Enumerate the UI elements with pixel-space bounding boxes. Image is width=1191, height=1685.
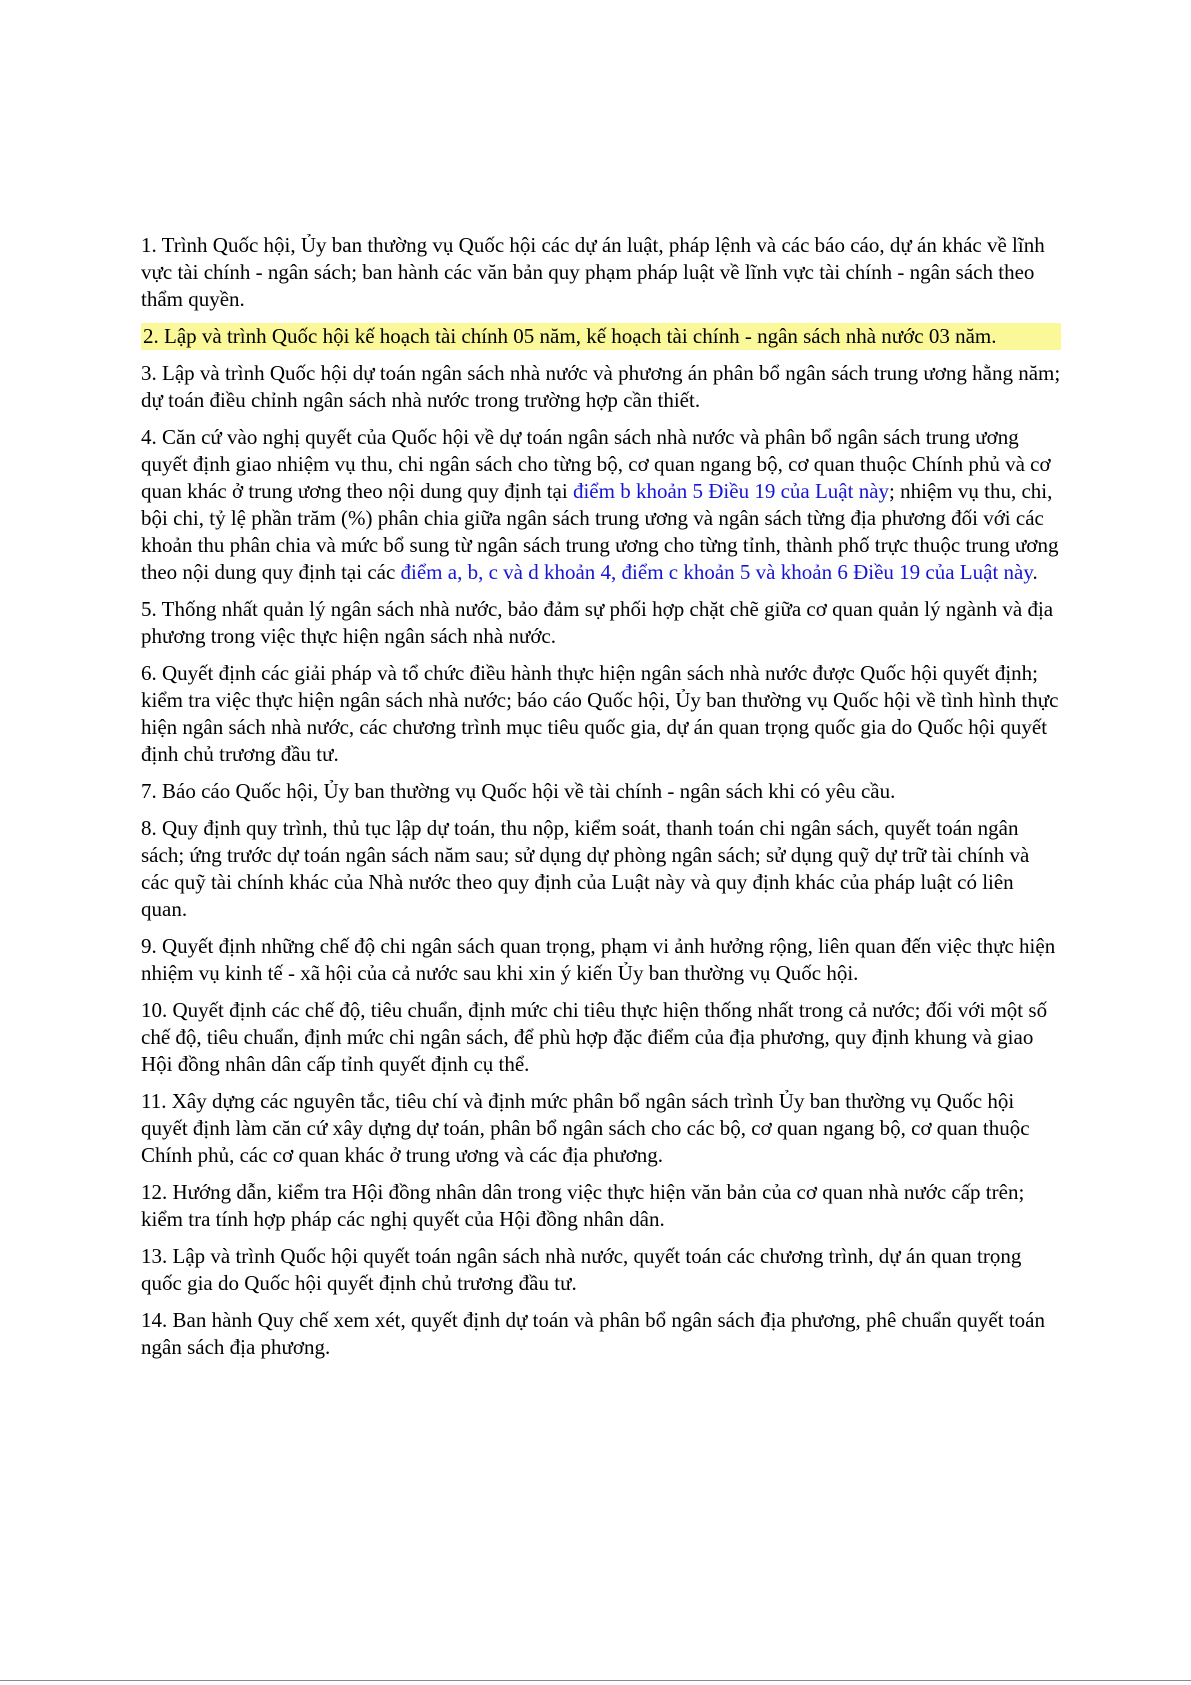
paragraph-text: 7. Báo cáo Quốc hội, Ủy ban thường vụ Quốc hội về tài chính - ngân sách khi có yêu cầu. — [141, 779, 896, 803]
paragraph-text: 9. Quyết định những chế độ chi ngân sách quan trọng, phạm vi ảnh hưởng rộng, liên quan đến việc thực hiện nhiệm vụ kinh tế - xã hội của cả nước sau khi xin ý kiến Ủy ban thường vụ Quốc hội. — [141, 934, 1056, 985]
paragraph-text: 11. Xây dựng các nguyên tắc, tiêu chí và định mức phân bổ ngân sách trình Ủy ban thường vụ Quốc hội quyết định làm căn cứ xây dựng dự toán, phân bổ ngân sách cho các bộ, cơ quan ngang bộ, cơ quan thuộc Chính phủ, các cơ quan khác ở trung ương và các địa phương. — [141, 1089, 1030, 1167]
paragraph-text: 6. Quyết định các giải pháp và tổ chức điều hành thực hiện ngân sách nhà nước được Quốc hội quyết định; kiểm tra việc thực hiện ngân sách nhà nước; báo cáo Quốc hội, Ủy ban thường vụ Quốc hội về tình hình thực hiện ngân sách nhà nước, các chương trình mục tiêu quốc gia, dự án quan trọng quốc gia do Quốc hội quyết định chủ trương đầu tư. — [141, 661, 1059, 766]
paragraph-11 — [141, 1088, 1061, 1169]
paragraph-10 — [141, 997, 1061, 1078]
paragraph-text: 4. Căn cứ vào nghị quyết của Quốc hội về dự toán ngân sách nhà nước và phân bổ ngân sách trung ương quyết định giao nhiệm vụ thu, chi ngân sách cho từng bộ, cơ quan ngang bộ, cơ quan thuộc Chính phủ và cơ quan khác ở trung ương theo nội dung quy định tại — [141, 425, 1051, 503]
paragraph-4 — [141, 424, 1061, 586]
paragraph-5 — [141, 596, 1061, 650]
paragraph-14 — [141, 1307, 1061, 1361]
paragraph-text: . — [1032, 560, 1038, 584]
paragraph-text: 14. Ban hành Quy chế xem xét, quyết định dự toán và phân bổ ngân sách địa phương, phê chuẩn quyết toán ngân sách địa phương. — [141, 1308, 1045, 1359]
paragraph-12 — [141, 1179, 1061, 1233]
paragraph-text: 13. Lập và trình Quốc hội quyết toán ngân sách nhà nước, quyết toán các chương trình, dự án quan trọng quốc gia do Quốc hội quyết định chủ trương đầu tư. — [141, 1244, 1022, 1295]
paragraph-9 — [141, 933, 1061, 987]
paragraph-text: ; nhiệm vụ thu, chi, bội chi, tỷ lệ phần trăm (%) phân chia giữa ngân sách trung ương và ngân sách từng địa phương đối với các khoản thu phân chia và mức bổ sung từ ngân sách trung ương cho từng tỉnh, thành phố trực thuộc trung ương theo nội dung quy định tại các — [141, 479, 1059, 584]
paragraph-7 — [141, 778, 1061, 805]
paragraph-text: 1. Trình Quốc hội, Ủy ban thường vụ Quốc hội các dự án luật, pháp lệnh và các báo cáo, dự án khác về lĩnh vực tài chính - ngân sách; ban hành các văn bản quy phạm pháp luật về lĩnh vực tài chính - ngân sách theo thẩm quyền. — [141, 233, 1045, 311]
paragraph-8 — [141, 815, 1061, 923]
paragraph-text: 8. Quy định quy trình, thủ tục lập dự toán, thu nộp, kiểm soát, thanh toán chi ngân sách, quyết toán ngân sách; ứng trước dự toán ngân sách năm sau; sử dụng dự phòng ngân sách; sử dụng quỹ dự trữ tài chính và các quỹ tài chính khác của Nhà nước theo quy định của Luật này và quy định khác của pháp luật có liên quan. — [141, 816, 1030, 921]
paragraph-text: 2. Lập và trình Quốc hội kế hoạch tài chính 05 năm, kế hoạch tài chính - ngân sách nhà nước 03 năm. — [143, 324, 997, 348]
law-reference-link-article-19-5b[interactable]: điểm b khoản 5 Điều 19 của Luật này — [572, 479, 890, 503]
paragraph-text: 5. Thống nhất quản lý ngân sách nhà nước, bảo đảm sự phối hợp chặt chẽ giữa cơ quan quản lý ngành và địa phương trong việc thực hiện ngân sách nhà nước. — [141, 597, 1054, 648]
document-body — [141, 232, 1061, 1371]
paragraph-6 — [141, 660, 1061, 768]
paragraph-13 — [141, 1243, 1061, 1297]
law-reference-link-article-19-4-5-6[interactable]: điểm a, b, c và d khoản 4, điểm c khoản 5 và khoản 6 Điều 19 của Luật này — [400, 560, 1033, 584]
paragraph-3 — [141, 360, 1061, 414]
paragraph-2-highlighted — [141, 323, 1061, 350]
paragraph-text: 3. Lập và trình Quốc hội dự toán ngân sách nhà nước và phương án phân bổ ngân sách trung ương hằng năm; dự toán điều chỉnh ngân sách nhà nước trong trường hợp cần thiết. — [141, 361, 1061, 412]
footer-divider — [0, 1680, 1191, 1681]
paragraph-1 — [141, 232, 1061, 313]
paragraph-text: 10. Quyết định các chế độ, tiêu chuẩn, định mức chi tiêu thực hiện thống nhất trong cả nước; đối với một số chế độ, tiêu chuẩn, định mức chi ngân sách, để phù hợp đặc điểm của địa phương, quy định khung và giao Hội đồng nhân dân cấp tỉnh quyết định cụ thể. — [141, 998, 1048, 1076]
paragraph-text: 12. Hướng dẫn, kiểm tra Hội đồng nhân dân trong việc thực hiện văn bản của cơ quan nhà nước cấp trên; kiểm tra tính hợp pháp các nghị quyết của Hội đồng nhân dân. — [141, 1180, 1025, 1231]
